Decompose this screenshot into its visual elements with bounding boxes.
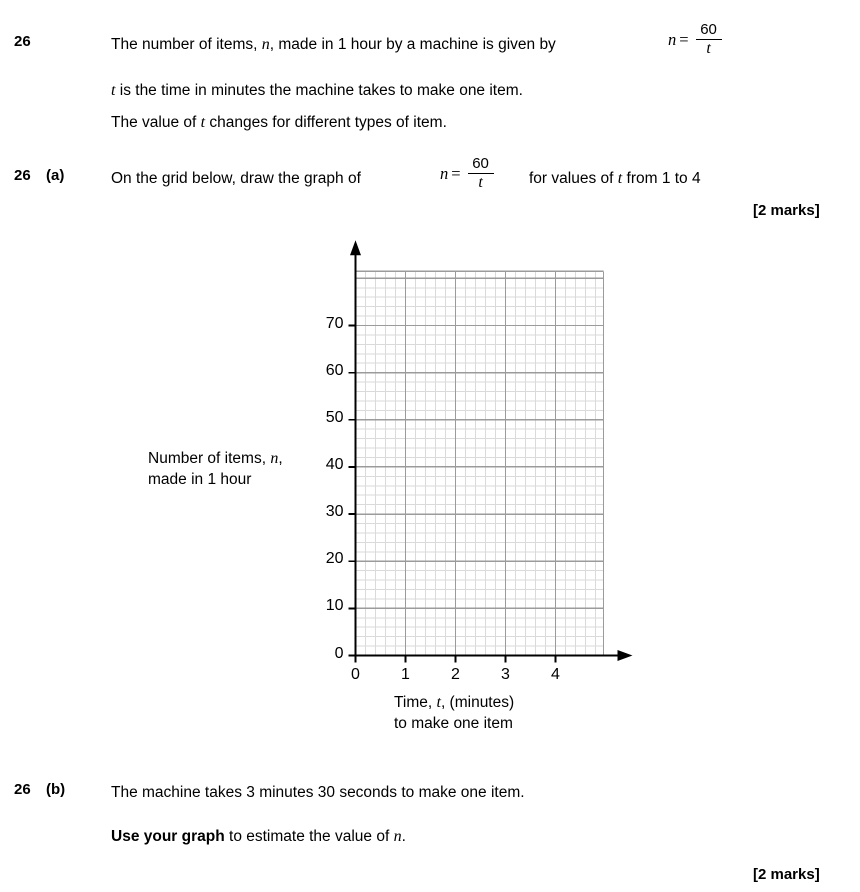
- x-axis-label-text-after: , (minutes): [440, 694, 515, 711]
- part-b-line2-mid: to estimate the value of: [224, 828, 394, 845]
- part-b-marks: [2 marks]: [753, 866, 820, 883]
- part-a-label: (a): [46, 167, 65, 184]
- part-b-line-1: The machine takes 3 minutes 30 seconds to make one item.: [111, 784, 525, 801]
- x-axis-label-line-2: to make one item: [394, 714, 513, 732]
- grid-major-lines: [356, 271, 604, 655]
- y-tick-label: 20: [325, 550, 344, 568]
- stem-text-before: The number of items,: [111, 36, 262, 53]
- fraction-denominator: t: [706, 39, 711, 57]
- x-tick-label: 2: [451, 665, 460, 683]
- part-a-marks: [2 marks]: [753, 202, 820, 219]
- y-axis-label-variable-n: n: [270, 450, 279, 467]
- y-tick-label: 70: [325, 314, 344, 332]
- x-tick-label: 1: [401, 665, 410, 683]
- y-tick-label: 50: [325, 408, 344, 426]
- part-b-label: (b): [46, 781, 66, 798]
- formula-equals-sign: =: [679, 29, 689, 49]
- x-tick-label: 3: [501, 665, 510, 683]
- stem3-text-before: The value of: [111, 114, 201, 131]
- part-a-formula-equals-sign: =: [451, 163, 461, 183]
- part-a-after-before: for values of: [529, 170, 618, 187]
- axis-lines: [350, 240, 633, 661]
- y-tick-label: 30: [325, 503, 344, 521]
- part-a-question-number: 26: [14, 167, 31, 184]
- part-a-after-rest: from 1 to 4: [622, 170, 701, 187]
- x-tick-label: 0: [351, 665, 360, 683]
- y-tick-label: 60: [325, 361, 344, 379]
- stem-variable-n: n: [261, 36, 270, 53]
- y-axis-label-text-after: ,: [278, 450, 283, 467]
- x-axis-label-variable-t: t: [436, 694, 441, 711]
- question-stem-line-3: [111, 111, 447, 135]
- stem2-text: is the time in minutes the machine takes to make one item.: [115, 82, 523, 99]
- part-b-variable-n: n: [393, 828, 402, 845]
- y-axis-label-line-2: made in 1 hour: [148, 470, 252, 488]
- formula-fraction: [696, 22, 722, 58]
- part-a-variable-t: t: [617, 170, 623, 187]
- part-a-fraction-numerator: 60: [472, 155, 489, 172]
- y-tick-label: 0: [334, 644, 344, 662]
- part-a-fraction-denominator: t: [478, 173, 483, 191]
- stem2-variable-t: t: [111, 82, 116, 99]
- y-axis-label-line-1: [148, 450, 283, 467]
- part-a-instruction-before: On the grid below, draw the graph of: [111, 170, 361, 187]
- part-b-line2-end: .: [401, 828, 406, 845]
- axis-tick-marks: [349, 326, 556, 663]
- part-b-line-2: [111, 825, 406, 849]
- question-number-26: 26: [14, 33, 31, 50]
- y-axis-label-text-before: Number of items,: [148, 450, 271, 467]
- x-axis-label: [394, 692, 514, 735]
- x-axis-label-text-before: Time,: [394, 694, 437, 711]
- y-axis-label: [148, 448, 283, 491]
- part-b-bold-instruction: Use your graph: [111, 828, 225, 845]
- y-tick-label: 40: [325, 455, 344, 473]
- question-stem-line-2: [111, 79, 523, 103]
- part-a-formula-n-equals-60-over-t: [440, 156, 494, 192]
- stem-text-after: , made in 1 hour by a machine is given by: [269, 36, 556, 53]
- x-tick-label: 4: [551, 665, 560, 683]
- fraction-numerator: 60: [700, 21, 717, 38]
- grid-minor-lines: [356, 271, 604, 655]
- question-stem-line-1: [111, 33, 556, 57]
- stem3-variable-t: t: [200, 114, 206, 131]
- part-a-instruction-after: [529, 167, 701, 191]
- formula-lhs: n: [668, 29, 677, 49]
- stem3-text-after: changes for different types of item.: [205, 114, 447, 131]
- stem-formula-n-equals-60-over-t: [668, 22, 722, 58]
- part-a-formula-lhs: n: [440, 163, 449, 183]
- part-a-formula-fraction: [468, 156, 494, 192]
- x-axis-label-line-1: [394, 694, 514, 711]
- y-tick-label: 10: [325, 597, 344, 615]
- part-b-question-number: 26: [14, 781, 31, 798]
